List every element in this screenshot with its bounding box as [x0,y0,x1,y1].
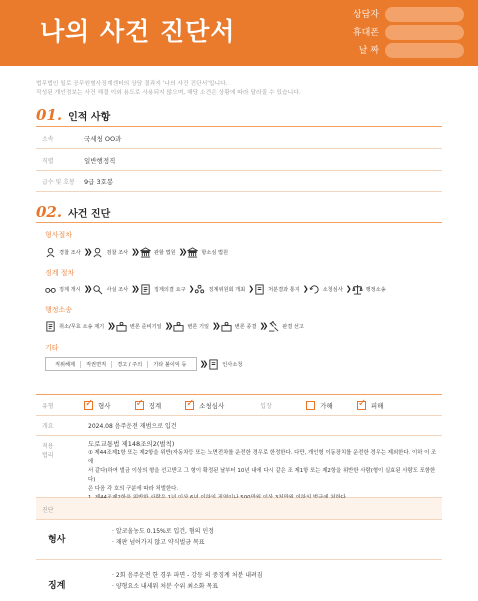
checkbox-label: 소청심사 [199,401,225,410]
arrow-icon: ❯❯ [199,360,206,368]
step-label: 경찰 조사 [59,249,81,256]
info-value: 국세청 OO과 [84,134,122,143]
discipline-step [45,284,81,295]
admin-step [116,321,162,332]
magnifier-icon [92,284,103,295]
step-label: 처분결과 통지 [268,286,300,293]
counselor-field [342,7,472,23]
info-key: 직렬 [42,157,54,165]
diagnosis-header [36,498,442,520]
arrow-icon: ❯❯ [164,322,171,330]
checkbox-label: 피해 [370,401,384,410]
criminal-procedure-label: 형사절차 [45,231,73,239]
admin-step [45,321,104,332]
summary-key: 개요 [42,423,54,430]
section2-rule [36,222,442,223]
penalty-label: 형사 [48,535,66,545]
courtroom-icon [116,321,127,332]
other-step [208,359,242,370]
phone-field [342,25,472,41]
step-label: 관할 법원 [153,249,176,256]
arrow-icon: ❯❯ [83,248,90,256]
section1-rule [36,126,442,127]
date-field [342,43,472,59]
law-line: 서 같다)하여 벌금 이상의 형을 선고받고 그 형이 확정된 날부터 10년 내에 다시 같은 조 제1항 또는 제2항을 위반한 사람(형이 실효된 사람도 포함한다) [88,468,436,483]
counselor-label: 상담자 [352,10,379,20]
penalty-item: · 알코올농도 0.15%로 입건, 혐의 인정 [112,528,214,535]
section1-title: 인적 사항 [68,112,111,123]
step-label: 소청심사 [322,286,343,293]
step-label: 검찰 조사 [106,249,129,256]
tab-item: 기타 불이익 등 [153,361,187,368]
info-row-series [36,150,442,171]
counselor-input[interactable] [385,7,464,22]
arrow-icon: ❯ [188,285,192,293]
step-label: 변론 준비기일 [129,323,162,330]
summary-row [36,416,442,436]
discipline-step [140,284,186,295]
type-label: 유형 [42,402,54,410]
checkbox[interactable] [357,401,366,410]
admin-procedure-label: 행정소송 [45,306,73,314]
info-value: 일반행정직 [84,156,116,165]
discipline-step [254,284,300,295]
position-checkbox-victim[interactable] [357,401,384,410]
courtroom-icon [173,321,184,332]
step-label: 행정소송 [365,286,386,293]
step-label: 징계의결 요구 [153,286,186,293]
discipline-flow [45,280,386,298]
info-key: 소속 [42,135,54,143]
gavel-icon [268,321,279,332]
other-label: 기타 [45,344,59,352]
type-checkbox-criminal[interactable] [84,401,111,410]
checkbox[interactable] [135,401,144,410]
arrow-icon: ❯❯ [83,285,90,293]
criminal-step [187,247,228,258]
type-checkbox-appeal[interactable] [185,401,224,410]
checkbox[interactable] [185,401,194,410]
date-label: 날 짜 [358,46,379,56]
appeal-court-icon [187,247,198,258]
cycle-icon [309,284,320,295]
admin-step [268,321,304,332]
section2-heading [36,203,110,221]
admin-step [221,321,257,332]
penalty-item: · 재판 넘어가지 않고 약식벌금 목표 [112,539,205,546]
info-value: 9급 3호봉 [84,177,114,186]
step-label: 사실 조사 [106,286,129,293]
police-icon [45,247,56,258]
position-checkbox-offender[interactable] [306,401,333,410]
criminal-step [140,247,176,258]
discipline-step [92,284,128,295]
discipline-procedure-label: 징계 절차 [45,269,75,277]
arrow-icon: ❯❯ [131,248,137,256]
diagnosis-label: 진단 [42,507,54,514]
arrow-icon: ❯❯ [107,322,113,330]
courtroom-icon [221,321,232,332]
info-key: 급수 및 호봉 [42,178,75,186]
position-label: 입장 [260,402,272,410]
penalty-items [112,570,263,592]
arrow-icon: ❯❯ [131,285,137,293]
criminal-step [45,247,81,258]
info-row-grade [36,171,442,192]
intro-line: 법무법인 일로 공무원형사징계센터의 상담 결과지 '나의 사건 진단서'입니다. [36,81,228,87]
handcuffs-icon [45,284,56,295]
committee-icon [194,284,205,295]
admin-flow [45,317,304,335]
law-row [36,436,442,498]
step-label: 변론 종결 [234,323,257,330]
summary-value: 2024.08 음주운전 재범으로 입건 [88,423,177,430]
arrow-icon: ❯❯ [212,322,218,330]
arrow-icon: ❯ [248,285,252,293]
law-line: 은 다음 각 호의 구분에 따라 처벌한다. [88,486,179,492]
tab-item: 직위해제 [50,361,81,368]
step-label: 인사소청 [222,361,243,368]
checkbox-label: 징계 [148,401,162,410]
criminal-step [92,247,128,258]
intro-text [36,80,436,98]
arrow-icon: ❯ [345,285,349,293]
court-icon [140,247,151,258]
info-row-affiliation [36,128,442,149]
phone-label: 휴대폰 [352,28,379,38]
arrow-icon: ❯ [302,285,306,293]
prosecutor-icon [92,247,103,258]
law-line: 도로교통법 제148조의2(벌칙) [88,440,175,448]
phone-input[interactable] [385,25,464,40]
header-banner [0,0,478,66]
discipline-step [194,284,245,295]
criminal-flow [45,243,228,261]
other-flow [45,355,242,373]
penalty-item: · 양형요소 내세워 처분 수위 최소화 목표 [112,583,219,590]
penalty-item: · 2회 음주운전 한 경우 파면 - 강등 의 중징계 처분 내려짐 [112,572,263,579]
law-line: ① 제44조제1항 또는 제2항을 위반(자동차등 또는 노면전차를 운전한 경우로 한정한다. 다만, 개인형 이동장치를 운전한 경우는 제외한다. 이하 이 조에 [88,450,437,465]
checkbox-label: 가해 [320,401,333,410]
step-label: 변론 기일 [187,323,210,330]
admin-step [173,321,209,332]
step-label: 징계 개시 [59,286,81,293]
page-title: 나의 사건 진단서 [40,17,236,46]
type-checkbox-discipline[interactable] [135,401,162,410]
law-key: 적용 법리 [42,443,54,459]
checkbox[interactable] [306,401,315,410]
tab-item: 직권면직 [81,361,112,368]
type-row [36,394,442,416]
section2-title: 사건 진단 [68,209,111,220]
section1-heading [36,106,110,124]
discipline-step [309,284,343,295]
penalty-items [112,526,214,548]
discipline-step [352,284,386,295]
checkbox[interactable] [84,401,93,410]
document-icon [45,321,56,332]
notice-icon [254,284,265,295]
section2-number: 02. [36,203,63,221]
scales-icon [352,284,363,295]
step-label: 취소/무효 소송 제기 [59,323,105,330]
date-input[interactable] [385,43,464,58]
section1-number: 01. [36,106,63,124]
arrow-icon: ❯❯ [178,248,185,256]
penalty-row-criminal [36,520,442,560]
arrow-icon: ❯❯ [259,322,266,330]
other-tabs [45,357,197,371]
checkbox-label: 형사 [98,401,111,410]
step-label: 판결 선고 [282,323,304,330]
tab-item: 경고 / 주의 [112,361,148,368]
document-icon [140,284,151,295]
document-icon [208,359,219,370]
step-label: 항소심 법원 [201,249,229,256]
penalty-label: 징계 [48,581,66,591]
intro-line: 작성된 개인정보는 사건 해결 이외 용도로 사용되지 않으며, 해당 소견은 상황에 따라 달라질 수 있습니다. [36,90,301,96]
law-text [88,440,438,503]
penalty-row-discipline [36,560,442,601]
step-label: 징계위원회 개최 [208,286,246,293]
